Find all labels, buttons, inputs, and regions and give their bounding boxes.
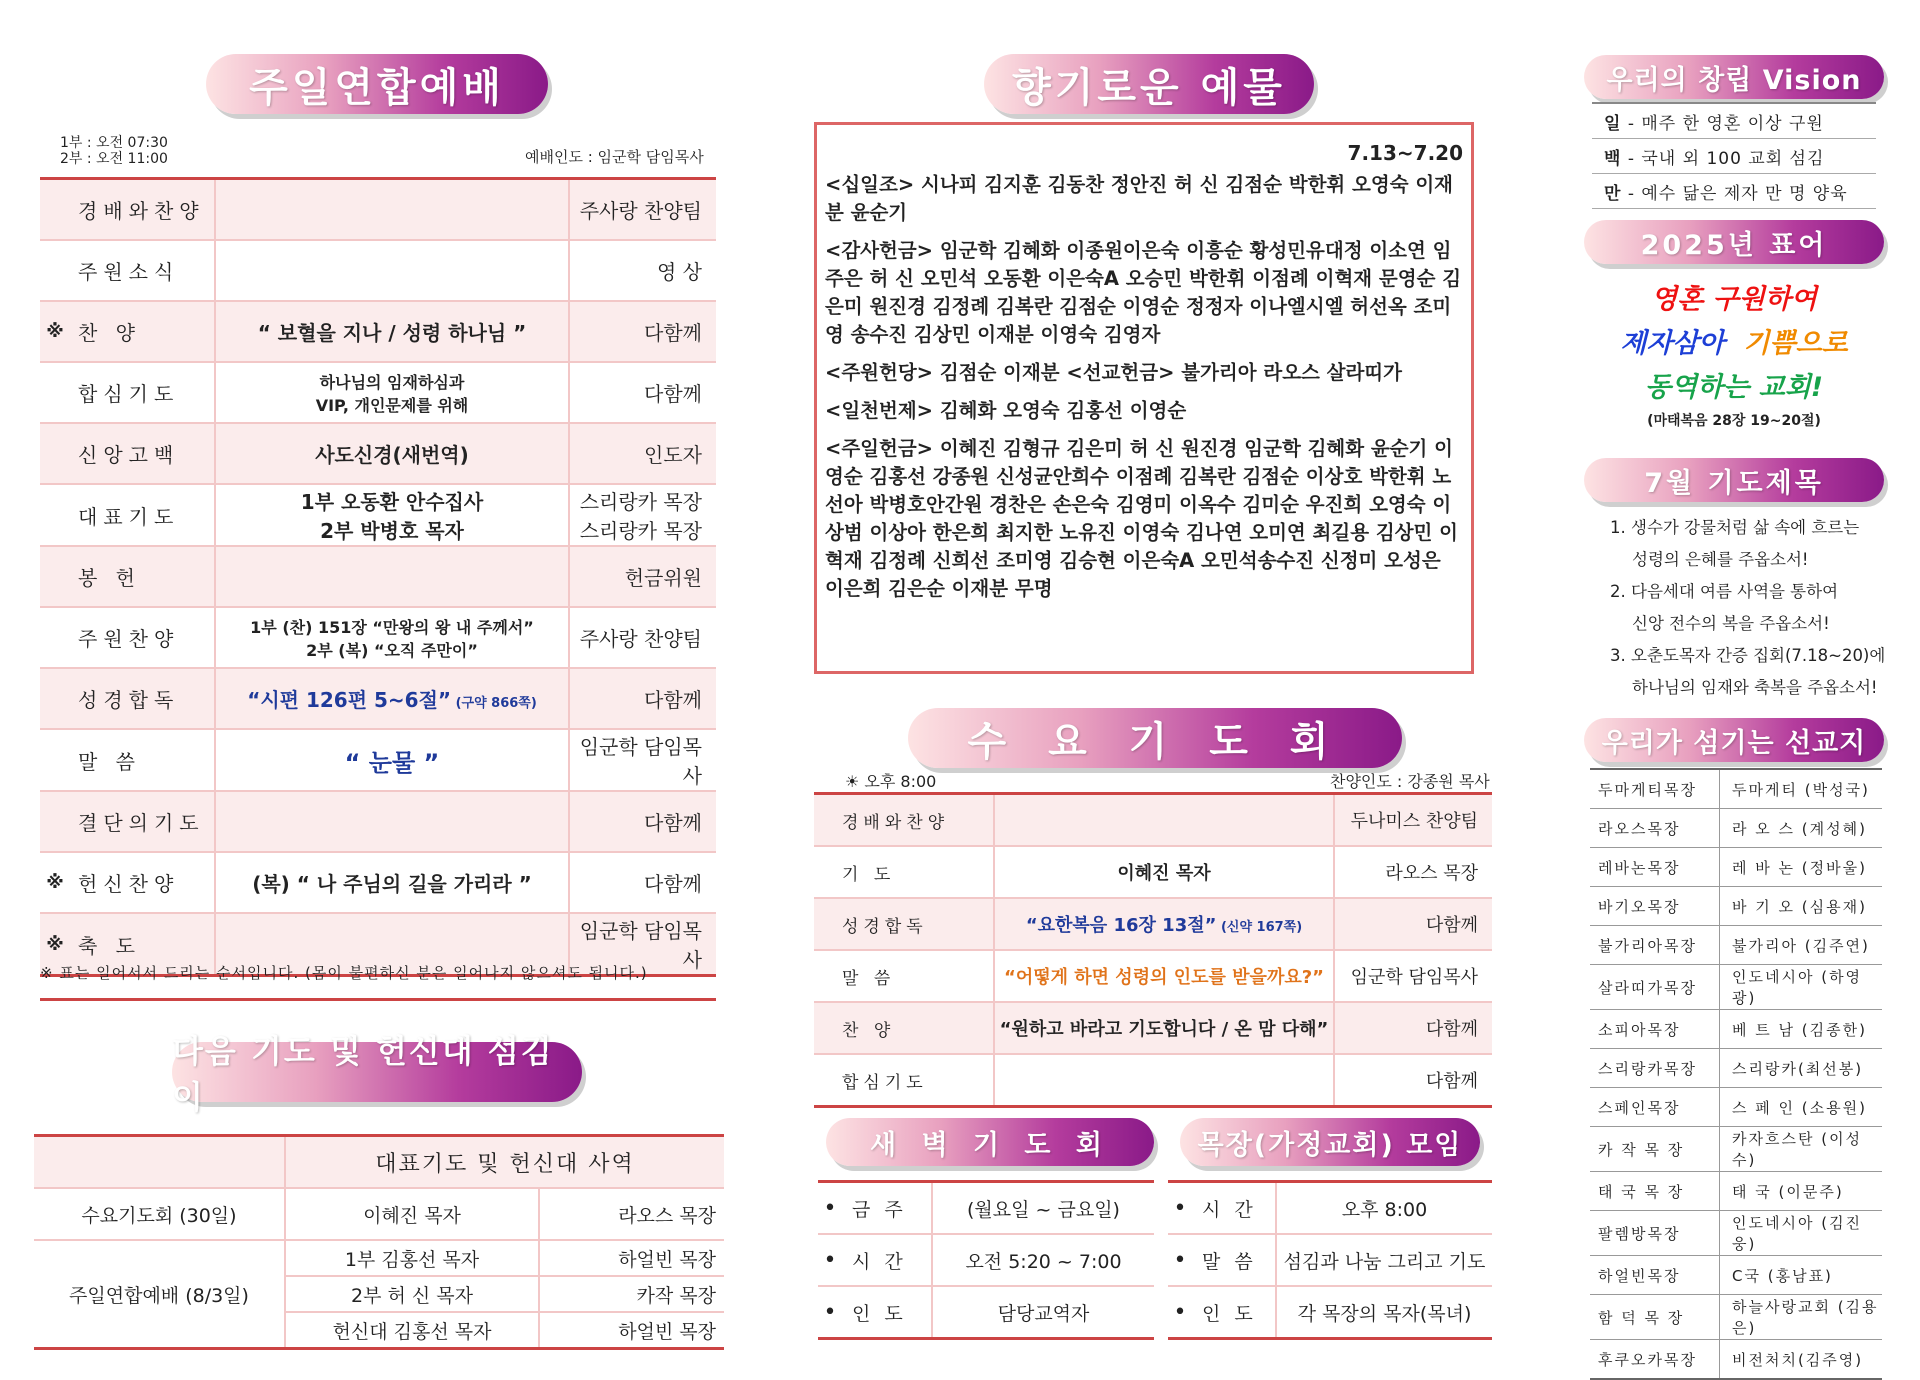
info-label: 인 도 [1192,1286,1276,1339]
vision-row [1592,139,1876,174]
service-item-detail [215,668,569,729]
time-second: 2부 : 오전 11:00 [60,151,168,167]
service-row [40,423,716,484]
mission-field: C국 (홍남표) [1720,1256,1883,1295]
standing-mark [40,607,70,668]
mission-cell-name: 불가리아목장 [1590,926,1720,965]
mission-cell-name: 스페인목장 [1590,1088,1720,1127]
next-person: 2부 허 신 목자 [285,1276,539,1312]
wednesday-title: 수 요 기 도 회 [908,708,1402,768]
bullet-icon: • [818,1286,842,1339]
standing-mark [40,362,70,423]
mission-cell-name: 하얼빈목장 [1590,1256,1720,1295]
prayer-item [1610,640,1890,704]
vision-row [1592,174,1876,209]
service-detail-line: 1부 오동환 안수집사 [300,490,484,514]
info-value: 각 목장의 목자(목녀) [1276,1286,1492,1339]
next-group: 하얼빈 목장 [539,1312,724,1349]
next-group: 하얼빈 목장 [539,1240,724,1276]
prayer-item [1610,512,1890,576]
mission-row [1590,1340,1882,1380]
mission-cell-name: 소피아목장 [1590,1010,1720,1049]
standing-mark [40,729,70,791]
service-item-leader [569,179,716,241]
next-servers-table [34,1134,724,1350]
info-label: 시 간 [1192,1182,1276,1235]
info-label: 인 도 [842,1286,932,1339]
wednesday-row [814,1002,1492,1054]
service-item-name: 주원소식 [70,240,215,301]
leader-line: 임군학 담임목사 [579,735,702,788]
service-times [60,135,168,167]
mission-row [1590,926,1882,965]
mission-field: 인도네시아 (김진웅) [1720,1211,1883,1256]
prayer-list [1610,512,1890,704]
header-empty [34,1136,285,1189]
service-item-detail [215,423,569,484]
service-item-name: 신앙고백 [70,423,215,484]
wednesday-item-name: 찬 양 [814,1002,994,1054]
prayer-line2: 신앙 전수의 복을 주옵소서! [1632,614,1830,633]
prayer-number: 2. [1610,582,1631,601]
service-row [40,852,716,913]
offering-title: 향기로운 예물 [984,54,1314,114]
standing-mark [40,179,70,241]
wednesday-item-leader: 두나미스 찬양팀 [1334,794,1492,847]
vision-row [1592,103,1876,139]
wednesday-item-leader: 임군학 담임목사 [1334,950,1492,1002]
service-order-table [40,177,716,977]
service-row [40,607,716,668]
standing-mark [40,484,70,546]
mission-field: 태 국 (이문주) [1720,1172,1883,1211]
wednesday-item-name: 기 도 [814,846,994,898]
service-item-name: 말 씀 [70,729,215,791]
divider [40,998,716,1001]
mission-field: 바 기 오 (심용재) [1720,887,1883,926]
next-label: 주일연합예배 (8/3일) [34,1240,285,1349]
service-row [40,240,716,301]
mission-row [1590,848,1882,887]
dawn-table [818,1180,1154,1340]
mission-row [1590,769,1882,809]
motto-line3: 동역하는 교회! [1644,372,1824,403]
wednesday-item-name: 합심기도 [814,1054,994,1107]
standing-mark [40,791,70,852]
mission-field: 라 오 스 (계성혜) [1720,809,1883,848]
info-value: (월요일 ~ 금요일) [932,1182,1154,1235]
next-person: 이혜진 목자 [285,1188,539,1240]
mission-field: 비전처치(김주영) [1720,1340,1883,1380]
service-item-name: 결단의기도 [70,791,215,852]
bullet-icon: • [818,1234,842,1286]
service-row [40,484,716,546]
offering-thousand: <일천번제> 김혜화 오영숙 김홍선 이영순 [825,399,1187,422]
service-item-leader [569,668,716,729]
mission-row [1590,1088,1882,1127]
info-label: 시 간 [842,1234,932,1286]
next-group: 카작 목장 [539,1276,724,1312]
vision-key: 만 [1604,183,1622,204]
service-item-detail [215,179,569,241]
dawn-title: 새 벽 기 도 회 [826,1118,1154,1166]
wednesday-item-leader: 다함께 [1334,1002,1492,1054]
mission-cell-name: 바기오목장 [1590,887,1720,926]
service-item-name: 축 도 [70,913,215,976]
wednesday-item-detail [994,1054,1334,1107]
motto-title: 2025년 표어 [1584,220,1884,264]
mission-row [1590,1211,1882,1256]
mission-field: 인도네시아 (하영광) [1720,965,1883,1010]
service-item-name: 주원찬양 [70,607,215,668]
service-detail-line: 하나님의 임재하심과 [319,372,465,392]
info-label: 금 주 [842,1182,932,1235]
mission-row [1590,1172,1882,1211]
next-person: 헌신대 김홍선 목자 [285,1312,539,1349]
mission-field: 레 바 논 (정바울) [1720,848,1883,887]
mission-cell-name: 레바논목장 [1590,848,1720,887]
info-row [818,1234,1154,1286]
info-row [1168,1182,1492,1235]
service-item-leader [569,546,716,607]
service-detail-line: 사도신경(새번역) [315,443,469,467]
prayer-title: 7월 기도제목 [1584,458,1884,502]
mission-row [1590,1010,1882,1049]
service-row [40,362,716,423]
standing-mark: ※ [40,852,70,913]
service-leader: 예배인도 : 임군학 담임목사 [525,148,704,166]
service-item-leader [569,362,716,423]
wednesday-table [814,792,1492,1108]
prayer-line1 [1610,576,1890,608]
service-row [40,546,716,607]
mission-field: 카자흐스탄 (이성수) [1720,1127,1883,1172]
vision-item [1592,174,1876,209]
prayer-item [1610,576,1890,640]
info-row [1168,1234,1492,1286]
vision-item [1592,103,1876,139]
service-detail-line: 1부 (찬) 151장 “만왕의 왕 내 주께서” [250,617,534,637]
mission-row [1590,965,1882,1010]
standing-mark [40,546,70,607]
service-detail-line: (복) “ 나 주님의 길을 가리라 ” [252,872,532,896]
prayer-number: 3. [1610,646,1631,665]
standing-mark: ※ [40,913,70,976]
service-row [40,668,716,729]
info-value: 오후 8:00 [1276,1182,1492,1235]
info-row [818,1286,1154,1339]
mission-field: 불가리아 (김주연) [1720,926,1883,965]
offering-thanks: <감사헌금> 임군학 김혜화 이종원이은숙 이흥순 황성민유대정 이소연 임주은 허 신 오민석 오동환 이은숙A 오승민 박한휘 이점례 이혁재 문영순 김은미 원진경 김정례 김복란 김점순 이영순 정정자 이나엘시엘 허선옥 조미영 송수진 김상민 이재분 이영숙 김영자 [825,239,1462,346]
leader-line: 임군학 담임목사 [579,919,702,972]
offering-tithe: <십일조> 시나피 김지훈 김동찬 정안진 허 신 김점순 박한휘 오영숙 이재분 윤순기 [825,173,1454,224]
leader-line: 다함께 [644,321,702,345]
mission-cell-name: 두마게티목장 [1590,769,1720,809]
service-item-detail [215,484,569,546]
service-item-name: 봉 헌 [70,546,215,607]
prayer-line1 [1610,640,1890,672]
wednesday-time: ☀ 오후 8:00 [845,772,937,791]
service-item-leader [569,423,716,484]
wednesday-item-detail: “요한복음 16장 13절” (신약 167쪽) [994,898,1334,950]
wednesday-item-detail: “어떻게 하면 성령의 인도를 받을까요?” [994,950,1334,1002]
prayer-text: 생수가 강물처럼 삶 속에 흐르는 [1631,518,1860,537]
service-item-leader [569,301,716,362]
leader-line: 주사랑 찬양팀 [579,627,702,651]
service-item-name: 찬 양 [70,301,215,362]
service-item-leader [569,852,716,913]
mission-field: 하늘사랑교회 (김용은) [1720,1295,1883,1340]
mission-title: 우리가 섬기는 선교지 [1584,718,1884,762]
leader-line: 헌금위원 [624,566,702,590]
wednesday-item-detail [994,794,1334,847]
wednesday-item-leader: 다함께 [1334,898,1492,950]
next-person: 1부 김홍선 목자 [285,1240,539,1276]
wednesday-item-detail: “원하고 바라고 기도합니다 / 온 맘 다해” [994,1002,1334,1054]
prayer-text: 다음세대 여름 사역을 통하여 [1631,582,1839,601]
vision-table [1592,102,1876,209]
prayer-text: 오춘도목자 간증 집회(7.18~20)에 [1631,646,1886,665]
standing-mark [40,668,70,729]
service-detail-line2: 2부 (복) “오직 주만이” [306,640,478,660]
leader-line: 영 상 [657,260,702,284]
cell-title: 목장(가정교회) 모임 [1180,1118,1480,1166]
leader-line: 다함께 [644,382,702,406]
service-item-detail [215,729,569,791]
mission-field: 스 페 인 (소용원) [1720,1088,1883,1127]
wednesday-item-leader: 다함께 [1334,1054,1492,1107]
leader-line: 스리랑카 목장 [579,490,702,514]
standing-mark [40,240,70,301]
leader-line: 주사랑 찬양팀 [579,199,702,223]
service-item-leader [569,484,716,546]
vision-text: - 예수 닮은 제자 만 명 양육 [1621,183,1848,204]
mission-row [1590,1049,1882,1088]
motto-line2a: 제자삼아 [1620,328,1725,359]
service-item-name: 대표기도 [70,484,215,546]
offering-sunday: <주일헌금> 이혜진 김형규 김은미 허 신 원진경 임군학 김혜화 윤순기 이영순 김홍선 강종원 신성균안희수 이점례 김복란 김점순 이상호 박한휘 노선아 박병호안간원 경찬은 손은숙 김영미 이옥수 김미순 우진희 오영숙 이상범 이상아 한은희 최지한 노유진 이영숙 김나연 오미연 최길용 김상민 이혁재 김정례 신희선 조미영 김승현 이은숙A 오민석송수진 신정미 오성은 이은희 김은순 이재분 무명 [825,437,1458,600]
service-detail-line: “ 눈물 ” [344,748,440,777]
leader-line: 다함께 [644,811,702,835]
service-detail-line: “시편 126편 5~6절” (구약 866쪽) [247,688,537,712]
service-detail-line2: VIP, 개인문제를 위해 [315,395,469,415]
leader-line: 다함께 [644,688,702,712]
info-value: 담당교역자 [932,1286,1154,1339]
service-row [40,729,716,791]
mission-row [1590,887,1882,926]
offering-box [814,122,1474,674]
prayer-line2: 하나님의 임재와 축복을 주옵소서! [1632,678,1878,697]
service-row [40,301,716,362]
wednesday-item-name: 성경합독 [814,898,994,950]
standing-mark [40,423,70,484]
mission-row [1590,1127,1882,1172]
motto-line1: 영혼 구원하여 [1651,284,1817,315]
mission-table [1590,768,1882,1380]
info-row [1168,1286,1492,1339]
service-item-detail [215,362,569,423]
next-header: 대표기도 및 헌신대 사역 [285,1136,724,1189]
prayer-line1 [1610,512,1890,544]
service-item-detail [215,546,569,607]
info-label: 말 씀 [1192,1234,1276,1286]
mission-cell-name: 라오스목장 [1590,809,1720,848]
wednesday-item-name: 말 씀 [814,950,994,1002]
wednesday-item-leader: 라오스 목장 [1334,846,1492,898]
offering-date: 7.13~7.20 [1347,141,1463,165]
mission-cell-name: 팔렘방목장 [1590,1211,1720,1256]
bullet-icon: • [1168,1182,1192,1235]
service-row [40,179,716,241]
next-servers-title: 다음 기도 및 헌신대 섬김이 [172,1042,582,1102]
next-group: 라오스 목장 [539,1188,724,1240]
vision-text: - 국내 외 100 교회 섬김 [1621,148,1825,169]
service-detail-line2: 2부 박병호 목자 [320,519,464,543]
vision-item [1592,139,1876,174]
mission-cell-name: 스리랑카목장 [1590,1049,1720,1088]
wednesday-row [814,794,1492,847]
wednesday-item-name: 경배와찬양 [814,794,994,847]
next-label: 수요기도회 (30일) [34,1188,285,1240]
mission-field: 두마게티 (박성국) [1720,769,1883,809]
service-row [40,791,716,852]
vision-key: 일 [1604,113,1622,134]
mission-cell-name: 카 작 목 장 [1590,1127,1720,1172]
service-item-leader [569,791,716,852]
mission-cell-name: 후쿠오카목장 [1590,1340,1720,1380]
service-detail-line: “ 보혈을 지나 / 성령 하나님 ” [257,321,527,345]
bullet-icon: • [1168,1286,1192,1339]
leader-line: 다함께 [644,872,702,896]
wednesday-detail-sub: (신약 167쪽) [1216,920,1303,935]
service-item-leader [569,240,716,301]
leader-line: 인도자 [644,443,702,467]
mission-row [1590,809,1882,848]
mission-row [1590,1295,1882,1340]
service-detail-sub: (구약 866쪽) [451,696,537,711]
offering-building-mission: <주원헌당> 김점순 이재분 <선교헌금> 불가리아 라오스 살라띠가 [825,361,1403,384]
wednesday-row [814,950,1492,1002]
info-value: 오전 5:20 ~ 7:00 [932,1234,1154,1286]
service-item-detail [215,607,569,668]
service-item-name: 헌신찬양 [70,852,215,913]
vision-key: 백 [1604,148,1622,169]
prayer-number: 1. [1610,518,1631,537]
standing-mark: ※ [40,301,70,362]
info-value: 섬김과 나눔 그리고 기도 [1276,1234,1492,1286]
service-item-detail [215,852,569,913]
mission-cell-name: 태 국 목 장 [1590,1172,1720,1211]
prayer-line2: 성령의 은혜를 주옵소서! [1632,550,1809,569]
service-item-name: 성경합독 [70,668,215,729]
mission-row [1590,1256,1882,1295]
leader-line2: 스리랑카 목장 [579,519,702,543]
service-item-name: 합심기도 [70,362,215,423]
service-item-detail [215,791,569,852]
sunday-service-title: 주일연합예배 [206,54,548,114]
wednesday-row [814,1054,1492,1107]
wednesday-item-detail: 이혜진 목자 [994,846,1334,898]
service-item-detail [215,301,569,362]
motto-ref: (마태복음 28장 19~20절) [1647,413,1821,429]
motto-block [1590,278,1878,432]
bullet-icon: • [1168,1234,1192,1286]
cell-table [1168,1180,1492,1340]
time-first: 1부 : 오전 07:30 [60,135,168,151]
vision-title: 우리의 창립 Vision [1584,55,1884,99]
wednesday-row [814,898,1492,950]
wednesday-row [814,846,1492,898]
service-item-leader [569,729,716,791]
mission-field: 스리랑카(최선봉) [1720,1049,1883,1088]
info-row [818,1182,1154,1235]
wednesday-leader: 찬양인도 : 강종원 목사 [1330,772,1490,791]
mission-cell-name: 살라띠가목장 [1590,965,1720,1010]
mission-cell-name: 함 덕 목 장 [1590,1295,1720,1340]
service-item-leader [569,607,716,668]
service-item-detail [215,240,569,301]
standing-note: ※ 표는 일어서서 드리는 순서입니다. (몸이 불편하신 분은 일어나지 않으셔도 됩니다.) [40,964,648,982]
motto-line2b: 기쁨으로 [1743,328,1848,359]
service-item-name: 경배와찬양 [70,179,215,241]
mission-field: 베 트 남 (김종한) [1720,1010,1883,1049]
vision-text: - 매주 한 영혼 이상 구원 [1621,113,1824,134]
bullet-icon: • [818,1182,842,1235]
